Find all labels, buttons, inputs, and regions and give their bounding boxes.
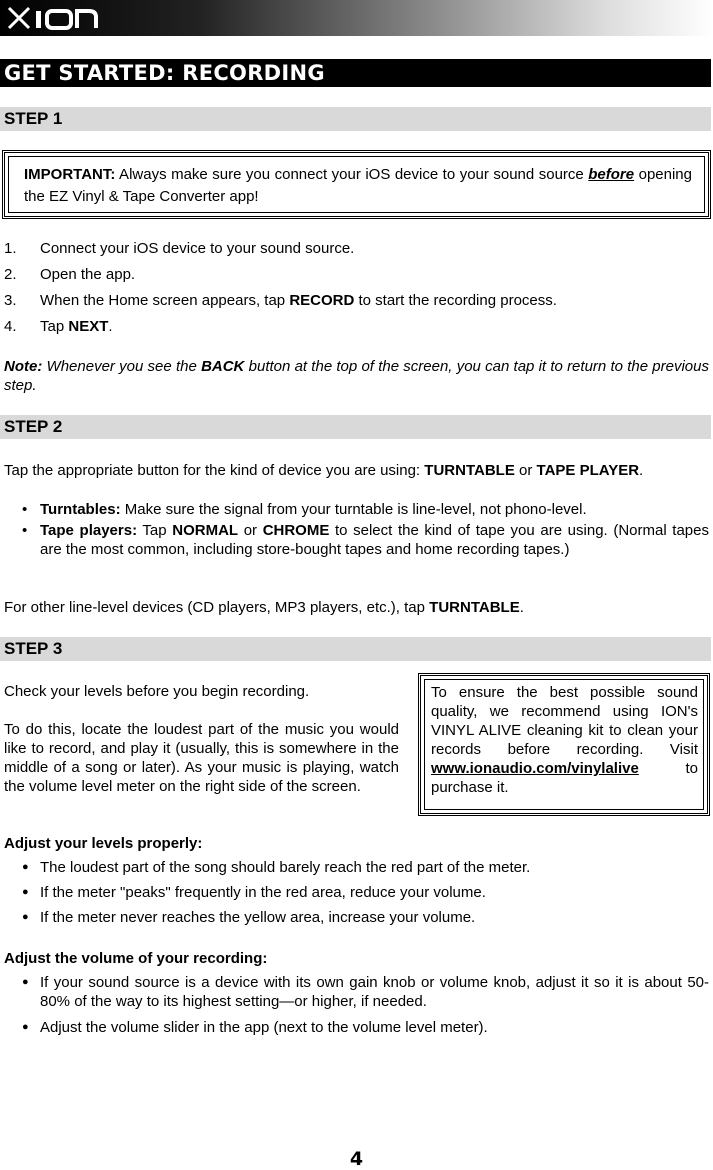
turntable-keyword-2: TURNTABLE	[429, 599, 520, 616]
bullet-dot-icon: •	[22, 501, 28, 518]
important-text-b: opening the EZ Vinyl & Tape Converter app!	[24, 166, 692, 205]
record-keyword: RECORD	[289, 292, 355, 309]
step1-note: Note: Whenever you see the BACK button at the top of the screen, you can tap it to return to the previous step.	[4, 358, 709, 394]
note-label: Note:	[4, 358, 43, 375]
bullet-text: Tape players: Tap NORMAL or CHROME to select the kind of tape you are using. (Normal tapes are the most common, including store-bought tapes and home recording tapes.)	[40, 522, 709, 558]
bullet-text: Adjust the volume slider in the app (next to the volume level meter).	[40, 1019, 488, 1036]
bullet-dot-icon: ●	[22, 1021, 29, 1033]
tip-text: To ensure the best possible sound quality, we recommend using ION's VINYL ALIVE cleaning kit to clean your records before recording. Visit www.ionaudio.com/vinylalive to purchase it.	[431, 684, 698, 796]
item-text: Open the app.	[40, 266, 136, 283]
list-item	[4, 858, 709, 877]
item-text: Tap NEXT.	[40, 318, 113, 335]
list-item	[4, 1018, 709, 1037]
step3-todo: To do this, locate the loudest part of the music you would like to record, and play it (usually, this is somewhere in the middle of a song or later). As your music is playing, watch the volume level meter on the right side of the screen.	[4, 721, 399, 795]
vinylalive-link[interactable]: www.ionaudio.com/vinylalive	[431, 760, 639, 777]
step2-intro: Tap the appropriate button for the kind of device you are using: TURNTABLE or TAPE PLAYER.	[4, 462, 644, 479]
back-keyword: BACK	[201, 358, 245, 375]
list-item	[4, 883, 709, 902]
list-item	[0, 262, 713, 288]
step3-check: Check your levels before you begin recording.	[4, 683, 310, 700]
bullet-turntables	[4, 500, 709, 519]
item-number: 4.	[4, 318, 17, 335]
next-keyword: NEXT	[68, 318, 109, 335]
list-item	[4, 908, 709, 927]
bullet-text: If your sound source is a device with its own gain knob or volume knob, adjust it so it is about 50-80% of the way to its highest setting—or higher, if needed.	[40, 974, 709, 1010]
bullet-text: Turntables: Make sure the signal from your turntable is line-level, not phono-level.	[40, 501, 587, 518]
turntable-keyword: TURNTABLE	[424, 462, 515, 479]
step1-list	[0, 236, 713, 340]
list-item	[0, 288, 713, 314]
normal-keyword: NORMAL	[172, 522, 239, 539]
adjust-volume-heading: Adjust the volume of your recording:	[4, 950, 268, 967]
important-label: IMPORTANT:	[24, 166, 116, 183]
step2-heading: STEP 2	[0, 415, 711, 439]
step3-heading: STEP 3	[0, 637, 711, 661]
ion-logo	[6, 4, 102, 32]
item-text: When the Home screen appears, tap RECORD to start the recording process.	[40, 292, 557, 309]
adjust-levels-heading: Adjust your levels properly:	[4, 835, 203, 852]
list-item	[0, 314, 713, 340]
header-bar	[0, 0, 713, 36]
bullet-dot-icon: ●	[22, 861, 29, 873]
page-number: 4	[349, 1148, 364, 1170]
list-item	[4, 973, 709, 1011]
important-notice	[24, 164, 692, 208]
list-item	[0, 236, 713, 262]
item-number: 3.	[4, 292, 17, 309]
item-number: 1.	[4, 240, 17, 257]
bullet-dot-icon: ●	[22, 976, 29, 988]
bullet-dot-icon: •	[22, 522, 28, 539]
important-text-a: Always make sure you connect your iOS device to your sound source	[115, 166, 589, 183]
bullet-text: If the meter never reaches the yellow area, increase your volume.	[40, 909, 476, 926]
step1-heading: STEP 1	[0, 107, 711, 131]
bullet-text: The loudest part of the song should barely reach the red part of the meter.	[40, 859, 531, 876]
bullet-dot-icon: ●	[22, 911, 29, 923]
tape-player-keyword: TAPE PLAYER	[536, 462, 640, 479]
page-title: GET STARTED: RECORDING	[0, 59, 711, 87]
item-text: Connect your iOS device to your sound source.	[40, 240, 355, 257]
bullet-tape-players	[4, 521, 709, 578]
important-before: before	[588, 166, 635, 183]
chrome-keyword: CHROME	[262, 522, 330, 539]
bullet-dot-icon: ●	[22, 886, 29, 898]
item-number: 2.	[4, 266, 17, 283]
step2-other: For other line-level devices (CD players, MP3 players, etc.), tap TURNTABLE.	[4, 599, 524, 616]
bullet-text: If the meter "peaks" frequently in the red area, reduce your volume.	[40, 884, 486, 901]
